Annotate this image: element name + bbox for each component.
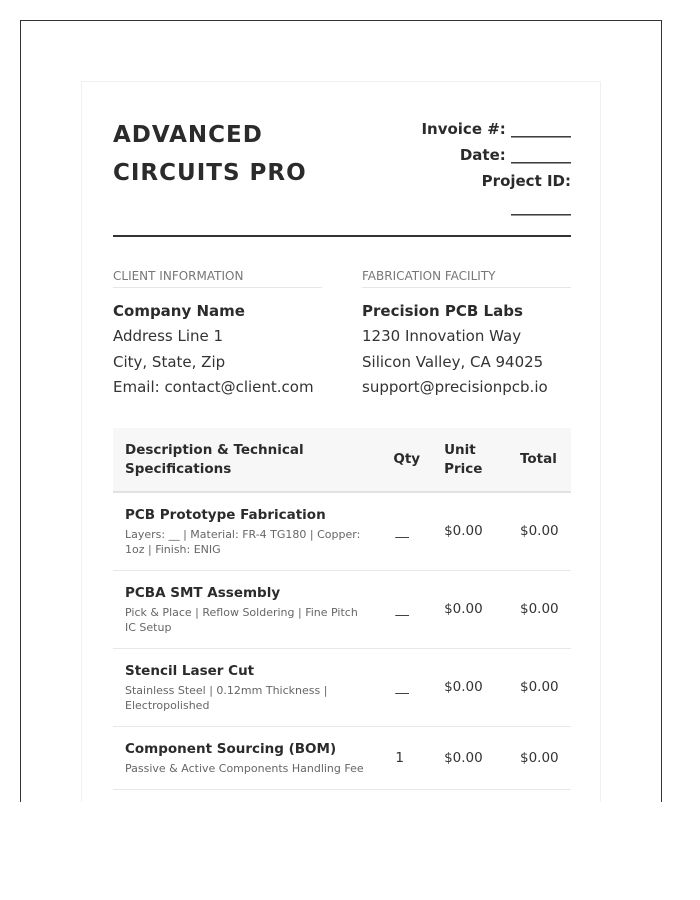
- invoice-date: Date: ________: [459, 146, 571, 164]
- item-total: $0.00: [502, 726, 571, 789]
- document-page: [20, 20, 662, 802]
- item-spec: Passive & Active Components Handling Fee: [125, 762, 364, 775]
- item-description: [113, 492, 383, 570]
- item-spec: Stainless Steel | 0.12mm Thickness | Electropolished: [125, 684, 328, 712]
- item-title: PCB Prototype Fabrication: [125, 507, 326, 524]
- item-title: Stencil Laser Cut: [125, 663, 255, 679]
- invoice-number: Invoice #: ________: [421, 120, 571, 138]
- item-spec: Layers: __ | Material: FR-4 TG180 | Copper: 1oz | Finish: ENIG: [125, 528, 361, 557]
- invoice-meta: [371, 116, 571, 220]
- client-city: City, State, Zip: [113, 352, 226, 371]
- line-items-table: [113, 428, 571, 790]
- item-unit-price: $0.00: [432, 648, 502, 726]
- item-qty: __: [383, 570, 432, 648]
- facility-email: support@precisionpcb.io: [362, 378, 548, 396]
- item-title: Component Sourcing (BOM): [125, 741, 337, 757]
- header-divider: [113, 235, 571, 237]
- item-total: $0.00: [502, 492, 571, 570]
- item-description: [113, 570, 383, 648]
- item-total: $0.00: [502, 648, 571, 726]
- project-id-blank: ________: [511, 198, 571, 216]
- project-id-label: Project ID:: [481, 172, 571, 190]
- table-row: [113, 726, 571, 789]
- item-unit-price: $0.00: [432, 570, 502, 648]
- table-row: [113, 492, 571, 570]
- client-email: Email: contact@client.com: [113, 378, 314, 396]
- invoice-card: [81, 81, 601, 802]
- item-unit-price: $0.00: [432, 726, 502, 789]
- facility-city: Silicon Valley, CA 94025: [362, 352, 544, 371]
- item-qty: __: [383, 492, 432, 570]
- header-unit-price: Unit Price: [432, 428, 502, 492]
- client-information: [113, 268, 322, 401]
- item-qty: 1: [383, 726, 432, 789]
- client-heading: CLIENT INFORMATION: [113, 268, 322, 288]
- item-unit-price: $0.00: [432, 492, 502, 570]
- item-spec: Pick & Place | Reflow Soldering | Fine Pitch IC Setup: [125, 606, 358, 634]
- client-company-name: Company Name: [113, 302, 245, 320]
- table-row: [113, 570, 571, 648]
- company-title: ADVANCED CIRCUITS PRO: [113, 122, 307, 186]
- header-total: Total: [502, 428, 571, 492]
- item-total: $0.00: [502, 570, 571, 648]
- facility-address: 1230 Innovation Way: [362, 327, 522, 345]
- facility-heading: FABRICATION FACILITY: [362, 268, 571, 288]
- header-qty: Qty: [383, 428, 432, 492]
- fabrication-facility: [362, 268, 571, 401]
- item-description: [113, 726, 383, 789]
- header-description: Description & Technical Specifications: [113, 428, 383, 492]
- facility-name: Precision PCB Labs: [362, 302, 523, 320]
- client-address: Address Line 1: [113, 327, 224, 345]
- item-description: [113, 648, 383, 726]
- table-header-row: [113, 428, 571, 492]
- item-qty: __: [383, 648, 432, 726]
- table-row: [113, 648, 571, 726]
- item-title: PCBA SMT Assembly: [125, 585, 281, 601]
